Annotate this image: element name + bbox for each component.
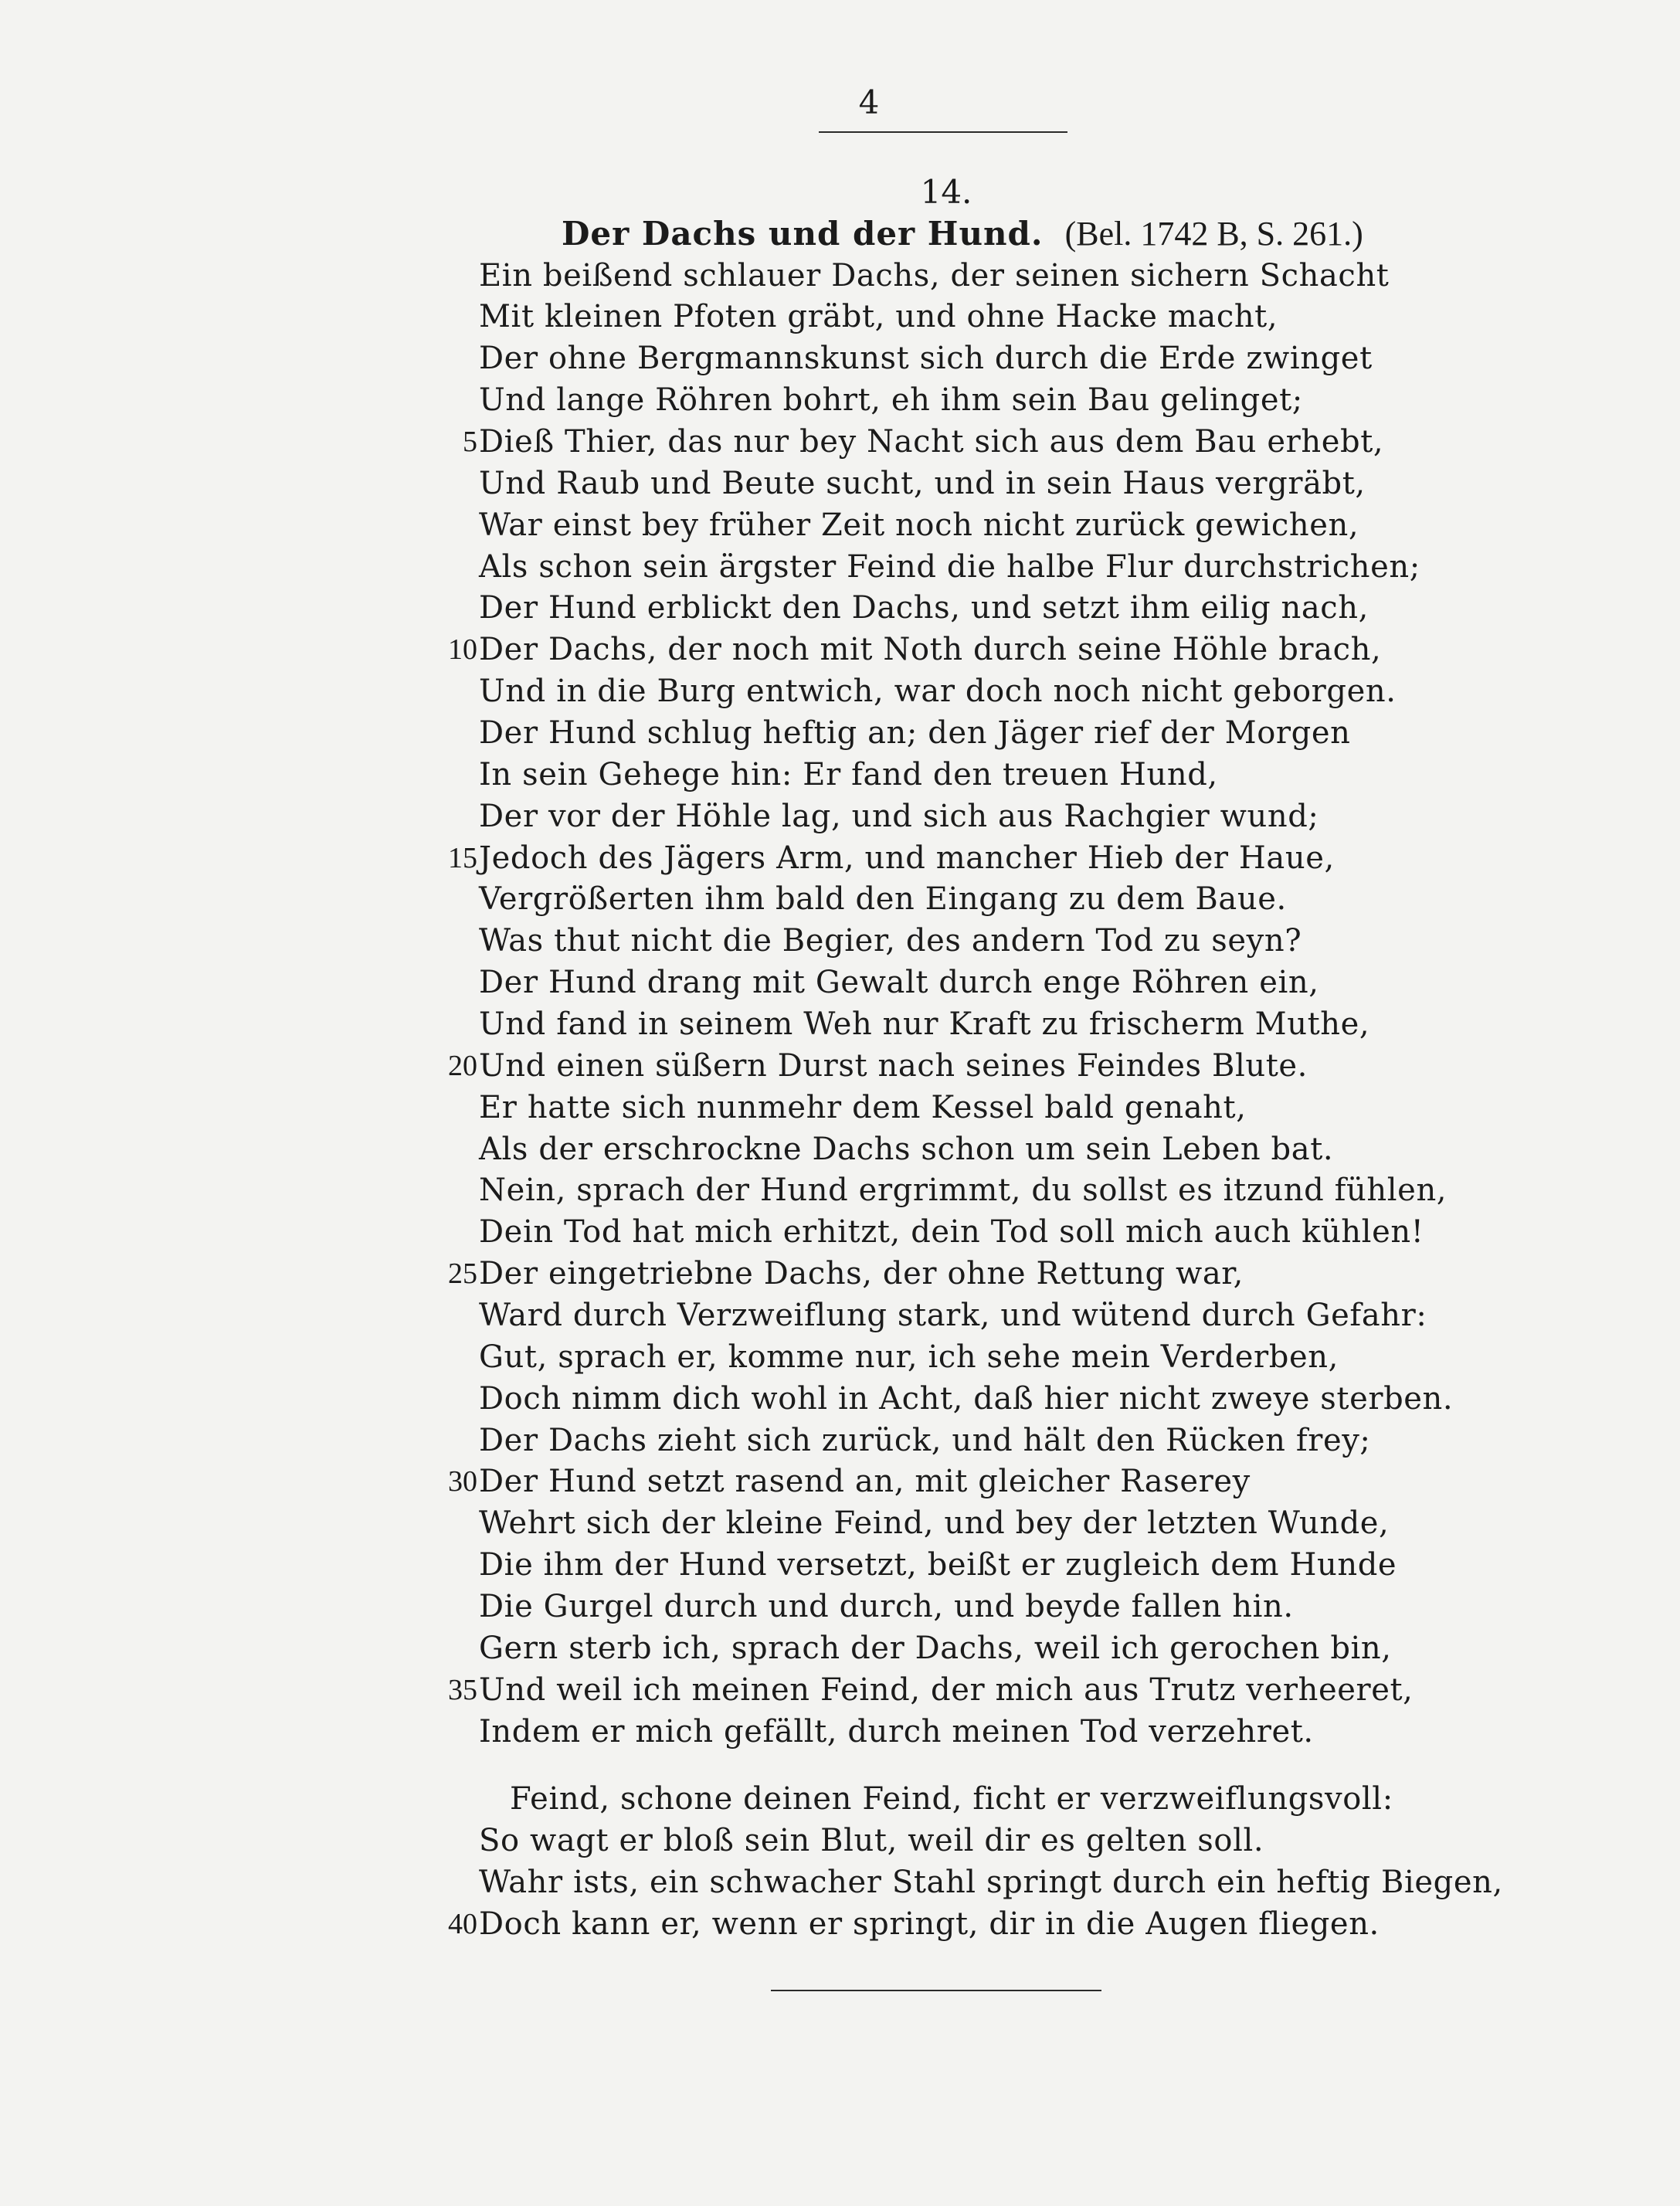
verse-line: Der Hund drang mit Gewalt durch enge Röhren ein, xyxy=(479,965,1319,1000)
line-number: 10 xyxy=(448,633,477,666)
verse-line: Mit kleinen Pfoten gräbt, und ohne Hacke macht, xyxy=(479,299,1278,334)
verse-line: Vergrößerten ihm bald den Eingang zu dem Baue. xyxy=(479,881,1287,917)
line-number: 20 xyxy=(448,1050,477,1082)
line-number: 35 xyxy=(448,1674,477,1706)
verse-line: Als der erschrockne Dachs schon um sein Leben bat. xyxy=(479,1132,1334,1167)
verse-line: Der eingetriebne Dachs, der ohne Rettung war, xyxy=(479,1256,1244,1291)
verse-line: Nein, sprach der Hund ergrimmt, du sollst es itzund fühlen, xyxy=(479,1173,1448,1208)
fable-title: Der Dachs und der Hund. xyxy=(562,215,1044,253)
verse-line: Die ihm der Hund versetzt, beißt er zugleich dem Hunde xyxy=(479,1547,1397,1583)
verse-line: Doch nimm dich wohl in Acht, daß hier nicht zweye sterben. xyxy=(479,1381,1454,1417)
verse-line: In sein Gehege hin: Er fand den treuen Hund, xyxy=(479,757,1218,792)
verse-line: Der vor der Höhle lag, und sich aus Rachgier wund; xyxy=(479,799,1319,834)
footer-rule xyxy=(771,1990,1101,1991)
verse-line: Gut, sprach er, komme nur, ich sehe mein Verderben, xyxy=(479,1339,1339,1375)
verse-line: Ein beißend schlauer Dachs, der seinen sichern Schacht xyxy=(479,258,1390,294)
page-number: 4 xyxy=(858,83,880,121)
verse-line: Was thut nicht die Begier, des andern Tod zu seyn? xyxy=(479,923,1302,959)
fable-number: 14. xyxy=(920,173,972,211)
verse-line: Jedoch des Jägers Arm, und mancher Hieb der Haue, xyxy=(479,840,1335,876)
moral-line: Wahr ists, ein schwacher Stahl springt durch ein heftig Biegen, xyxy=(479,1865,1503,1900)
verse-line: Und Raub und Beute sucht, und in sein Haus vergräbt, xyxy=(479,466,1366,501)
moral-line: Doch kann er, wenn er springt, dir in die Augen fliegen. xyxy=(479,1906,1380,1942)
line-number: 15 xyxy=(448,842,477,874)
verse-line: Der Dachs zieht sich zurück, und hält den Rücken frey; xyxy=(479,1423,1371,1458)
moral-line: So wagt er bloß sein Blut, weil dir es gelten soll. xyxy=(479,1823,1264,1858)
verse-line: Und lange Röhren bohrt, eh ihm sein Bau gelinget; xyxy=(479,382,1303,418)
line-number: 30 xyxy=(448,1465,477,1498)
verse-line: Ward durch Verzweiflung stark, und wütend durch Gefahr: xyxy=(479,1298,1427,1333)
verse-line: Als schon sein ärgster Feind die halbe Flur durchstrichen; xyxy=(479,549,1420,585)
verse-line: Und weil ich meinen Feind, der mich aus Trutz verheeret, xyxy=(479,1672,1414,1708)
verse-line: Der Dachs, der noch mit Noth durch seine Höhle brach, xyxy=(479,632,1382,667)
verse-line: Und einen süßern Durst nach seines Feindes Blute. xyxy=(479,1048,1308,1084)
verse-line: Und in die Burg entwich, war doch noch nicht geborgen. xyxy=(479,674,1397,709)
verse-line: War einst bey früher Zeit noch nicht zurück gewichen, xyxy=(479,507,1359,543)
verse-line: Der Hund erblickt den Dachs, und setzt ihm eilig nach, xyxy=(479,590,1369,626)
verse-line: Der Hund setzt rasend an, mit gleicher Raserey xyxy=(479,1464,1251,1499)
verse-line: Der ohne Bergmannskunst sich durch die Erde zwinget xyxy=(479,341,1373,376)
fable-source: (Bel. 1742 B, S. 261.) xyxy=(1064,215,1363,253)
verse-line: Der Hund schlug heftig an; den Jäger rief der Morgen xyxy=(479,715,1351,751)
verse-line: Indem er mich gefällt, durch meinen Tod verzehret. xyxy=(479,1714,1314,1750)
fable-heading xyxy=(562,215,1363,253)
header-rule xyxy=(819,131,1067,133)
line-number: 5 xyxy=(463,426,477,458)
verse-line: Er hatte sich nunmehr dem Kessel bald genaht, xyxy=(479,1090,1247,1125)
line-number: 40 xyxy=(448,1908,477,1940)
line-number: 25 xyxy=(448,1257,477,1290)
moral-line: Feind, schone deinen Feind, ficht er verzweiflungsvoll: xyxy=(510,1781,1393,1817)
verse-line: Dein Tod hat mich erhitzt, dein Tod soll mich auch kühlen! xyxy=(479,1214,1424,1250)
verse-line: Gern sterb ich, sprach der Dachs, weil ich gerochen bin, xyxy=(479,1631,1392,1666)
verse-line: Dieß Thier, das nur bey Nacht sich aus dem Bau erhebt, xyxy=(479,424,1384,460)
verse-line: Wehrt sich der kleine Feind, und bey der letzten Wunde, xyxy=(479,1505,1390,1541)
verse-line: Und fand in seinem Weh nur Kraft zu frischerm Muthe, xyxy=(479,1006,1370,1042)
verse-line: Die Gurgel durch und durch, und beyde fallen hin. xyxy=(479,1589,1294,1624)
